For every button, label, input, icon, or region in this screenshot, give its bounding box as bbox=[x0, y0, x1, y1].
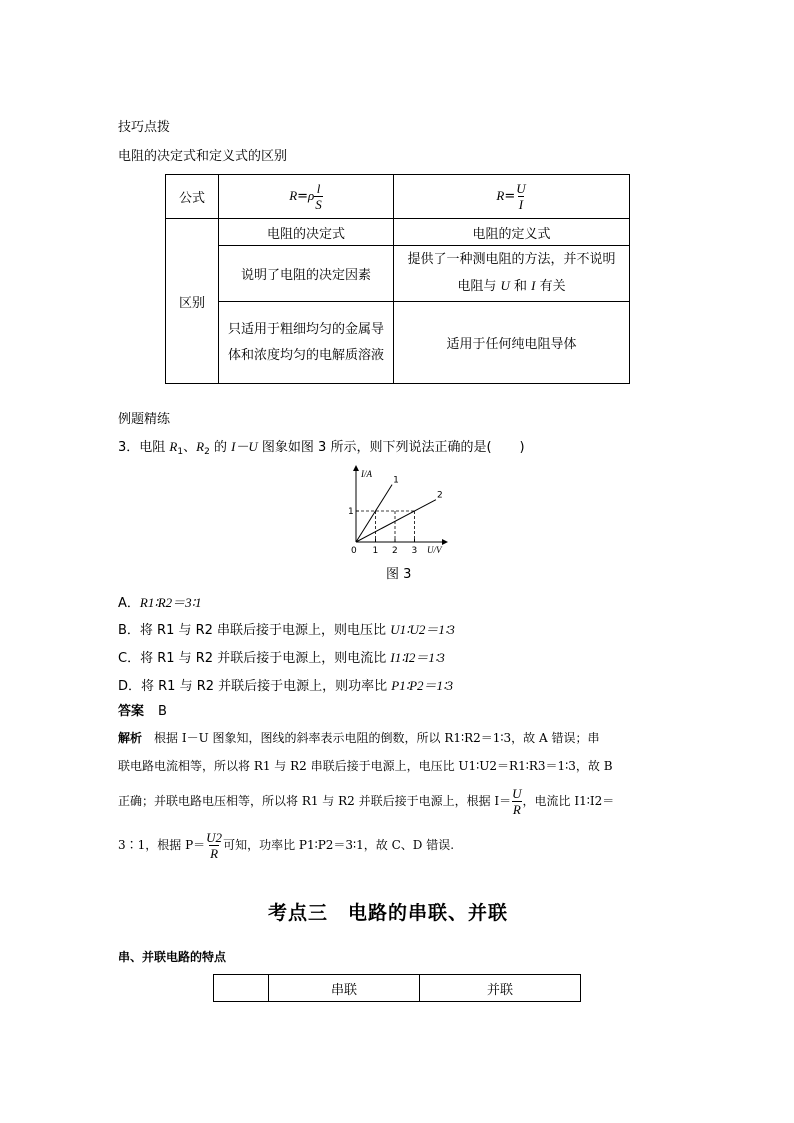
option-a: A．R1∶R2＝3∶1 bbox=[118, 595, 202, 611]
question-stem: 3．电阻 $R_1$、$R_2$ 的 I－U 图象如图 3 所示，则下列说法正确的是( ) bbox=[118, 439, 525, 457]
x-tick-label-1: 1 bbox=[372, 546, 379, 556]
col-formula-label: 公式 bbox=[166, 175, 219, 219]
col-series: 串联 bbox=[269, 975, 420, 1002]
decide-cell-2: 只适用于粗细均匀的金属导体和浓度均匀的电解质溶液 bbox=[219, 302, 394, 384]
series-parallel-heading: 串、并联电路的特点 bbox=[118, 950, 227, 964]
define-cell-1: 提供了一种测电阻的方法，并不说明 电阻与 U 和 I 有关 bbox=[394, 246, 630, 302]
origin-label: 0 bbox=[351, 546, 357, 556]
x-tick-label-2: 2 bbox=[392, 546, 398, 556]
decide-header: 电阻的决定式 bbox=[219, 219, 394, 246]
formula-define: R= $\frac{U}{I}$ bbox=[394, 175, 630, 219]
define-cell-2: 适用于任何纯电阻导体 bbox=[394, 302, 630, 384]
explanation-line-1: 解析 根据 I－U 图象知，图线的斜率表示电阻的倒数，所以 R1∶R2＝1∶3，故 A 错误；串 bbox=[118, 731, 600, 745]
series-line-2 bbox=[356, 500, 436, 542]
explanation-line-3: 正确；并联电路电压相等，所以将 R1 与 R2 并联后接于电源上，根据 I＝ $\frac{U}{R}$ ，电流比 I1∶I2＝ bbox=[118, 786, 615, 817]
series-label-1: 1 bbox=[393, 475, 399, 486]
figure-caption: 图 3 bbox=[386, 567, 412, 582]
y-tick-label-1: 1 bbox=[348, 507, 354, 517]
option-b: B．将 R1 与 R2 串联后接于电源上，则电压比 U1∶U2＝1∶3 bbox=[118, 622, 455, 638]
series-parallel-table bbox=[213, 974, 581, 1002]
col-parallel: 并联 bbox=[420, 975, 581, 1002]
series-line-1 bbox=[356, 485, 392, 542]
section-title: 考点三 电路的串联、并联 bbox=[268, 902, 509, 924]
explanation-line-2: 联电路电流相等，所以将 R1 与 R2 串联后接于电源上，电压比 U1∶U2＝R1∶R3＝1∶3，故 B bbox=[118, 759, 613, 773]
decide-cell-1: 说明了电阻的决定因素 bbox=[219, 246, 394, 302]
define-header: 电阻的定义式 bbox=[394, 219, 630, 246]
row-diff-label: 区别 bbox=[166, 219, 219, 384]
resist-heading: 电阻的决定式和定义式的区别 bbox=[118, 149, 288, 164]
x-axis-label: U/V bbox=[427, 545, 442, 555]
option-d: D．将 R1 与 R2 并联后接于电源上，则功率比 P1∶P2＝1∶3 bbox=[118, 678, 453, 694]
explanation-line-4: 3∶1，根据 P＝ $\frac{U2}{R}$ 可知，功率比 P1∶P2＝3∶1，故 C、D 错误. bbox=[118, 830, 455, 861]
example-heading: 例题精练 bbox=[118, 412, 171, 427]
option-c: C．将 R1 与 R2 并联后接于电源上，则电流比 I1∶I2＝1∶3 bbox=[118, 650, 445, 666]
formula-decide: R=ρ $\frac{l}{S}$ bbox=[219, 175, 394, 219]
empty-header-cell bbox=[214, 975, 269, 1002]
series-label-2: 2 bbox=[436, 490, 443, 501]
tip-heading: 技巧点拨 bbox=[118, 120, 171, 135]
x-tick-label-3: 3 bbox=[411, 546, 418, 556]
y-axis-label: I/A bbox=[361, 469, 372, 479]
iu-chart bbox=[335, 460, 455, 560]
answer: 答案 B bbox=[118, 704, 167, 719]
resistance-formula-table bbox=[165, 174, 630, 384]
